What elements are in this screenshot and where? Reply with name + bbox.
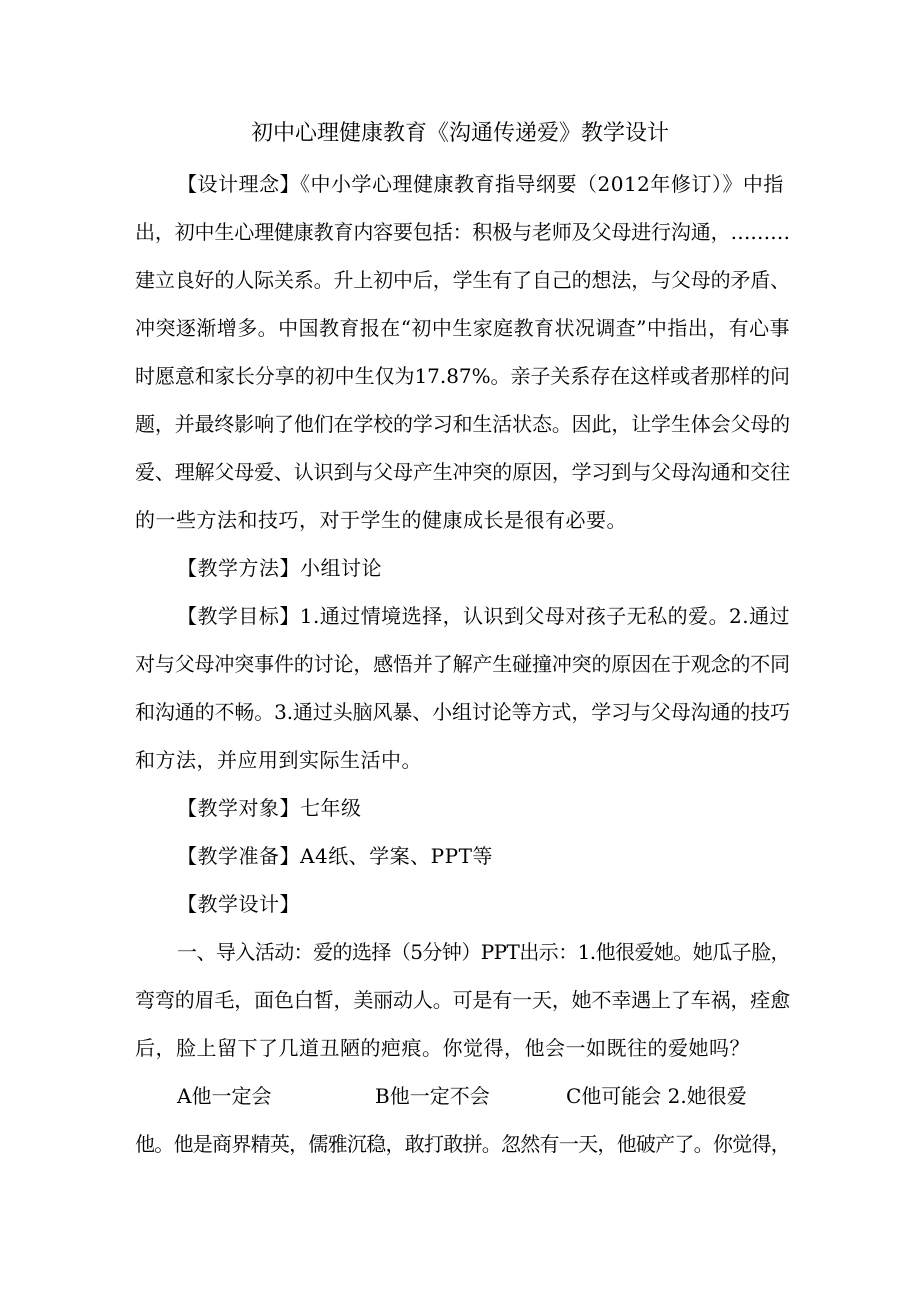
paragraph-line: 一、导入活动：爱的选择（5分钟）PPT出示：1.他很爱她。她瓜子脸， [177,940,790,964]
section-teaching-prep: 【教学准备】A4纸、学案、PPT等 [177,844,493,868]
paragraph-line: 爱、理解父母爱、认识到与父母产生冲突的原因，学习到与父母沟通和交往 [135,460,790,484]
paragraph-line: 时愿意和家长分享的初中生仅为17.87%。亲子关系存在这样或者那样的问 [135,364,790,388]
section-teaching-target: 【教学对象】七年级 [177,796,362,820]
option-c: C他可能会 2.她很爱 [566,1084,747,1108]
paragraph-line: 出，初中生心理健康教育内容要包括：积极与老师及父母进行沟通，……… [135,220,790,244]
paragraph-line: 【设计理念】《中小学心理健康教育指导纲要（2012年修订）》中指 [177,172,784,196]
paragraph-line: 题，并最终影响了他们在学校的学习和生活状态。因此，让学生体会父母的 [135,412,790,436]
paragraph-line: 和沟通的不畅。3.通过头脑风暴、小组讨论等方式，学习与父母沟通的技巧 [135,700,790,724]
paragraph-line: 建立良好的人际关系。升上初中后，学生有了自己的想法，与父母的矛盾、 [135,268,790,292]
paragraph-line: 冲突逐渐增多。中国教育报在“初中生家庭教育状况调查”中指出，有心事 [135,316,790,340]
section-teaching-design: 【教学设计】 [177,892,300,916]
section-teaching-method: 【教学方法】小组讨论 [177,556,382,580]
paragraph-line: 的一些方法和技巧，对于学生的健康成长是很有必要。 [135,508,627,532]
paragraph-line: 后，脸上留下了几道丑陋的疤痕。你觉得，他会一如既往的爱她吗？ [135,1036,750,1060]
paragraph-line: 他。他是商界精英，儒雅沉稳，敢打敢拼。忽然有一天，他破产了。你觉得， [135,1132,790,1156]
option-a: A他一定会 [177,1084,272,1108]
option-b: B他一定不会 [375,1084,490,1108]
paragraph-line: 和方法，并应用到实际生活中。 [135,748,422,772]
paragraph-line: 对与父母冲突事件的讨论，感悟并了解产生碰撞冲突的原因在于观念的不同 [135,652,790,676]
document-title: 初中心理健康教育《沟通传递爱》教学设计 [250,121,669,146]
paragraph-line: 弯弯的眉毛，面色白皙，美丽动人。可是有一天，她不幸遇上了车祸，痊愈 [135,988,790,1012]
paragraph-line: 【教学目标】1.通过情境选择，认识到父母对孩子无私的爱。2.通过 [177,604,790,628]
